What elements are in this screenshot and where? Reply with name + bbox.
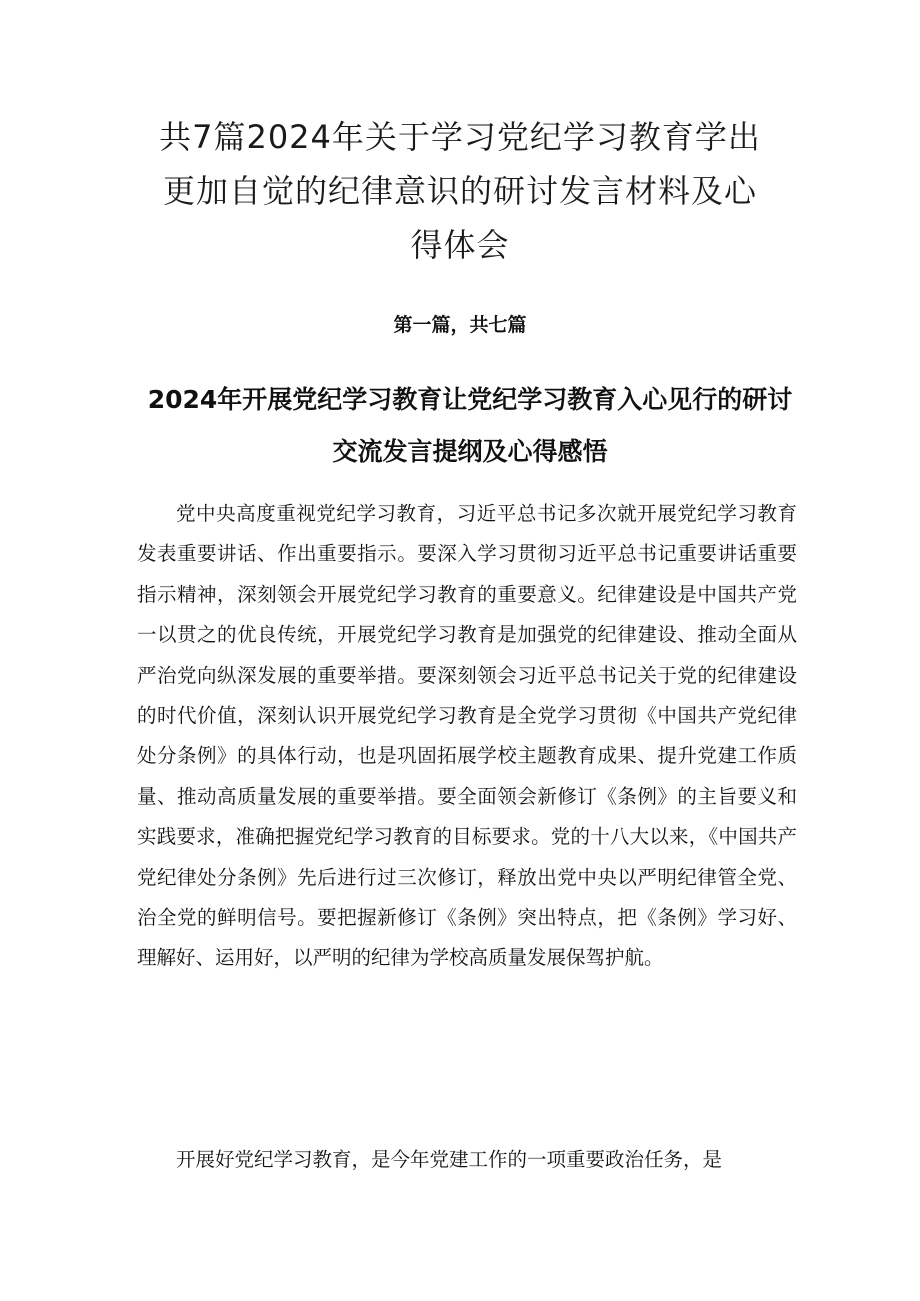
body-paragraph: 开展好党纪学习教育，是今年党建工作的一项重要政治任务，是: [176, 1148, 723, 1171]
body-paragraph: 党中央高度重视党纪学习教育，习近平总书记多次就开展党纪学习教育发表重要讲话、作出重要指示。要深入学习贯彻习近平总书记重要讲话重要指示精神，深刻领会开展党纪学习教育的重要意义。纪律建设是中国共产党一以贯之的优良传统，开展党纪学习教育是加强党的纪律建设、推动全面从严治党向纵深发展的重要举措。要深刻领会习近平总书记关于党的纪律建设的时代价值，深刻认识开展党纪学习教育是全党学习贯彻《中国共产党纪律处分条例》的具体行动，也是巩固拓展学校主题教育成果、提升党建工作质量、推动高质量发展的重要举措。要全面领会新修订《条例》的主旨要义和实践要求，准确把握党纪学习教育的目标要求。党的十八大以来，《中国共产党纪律处分条例》先后进行过三次修订，释放出党中央以严明纪律管全党、治全党的鲜明信号。要把握新修订《条例》突出特点，把《条例》学习好、理解好、运用好，以严明的纪律为学校高质量发展保驾护航。: [137, 502, 797, 970]
section-title: 2024年开展党纪学习教育让党纪学习教育入心见行的研讨交流发言提纲及心得感悟: [147, 385, 793, 466]
part-label: 第一篇，共七篇: [393, 314, 527, 336]
document-title: 共7篇2024年关于学习党纪学习教育学出更加自觉的纪律意识的研讨发言材料及心得体会: [159, 118, 761, 264]
